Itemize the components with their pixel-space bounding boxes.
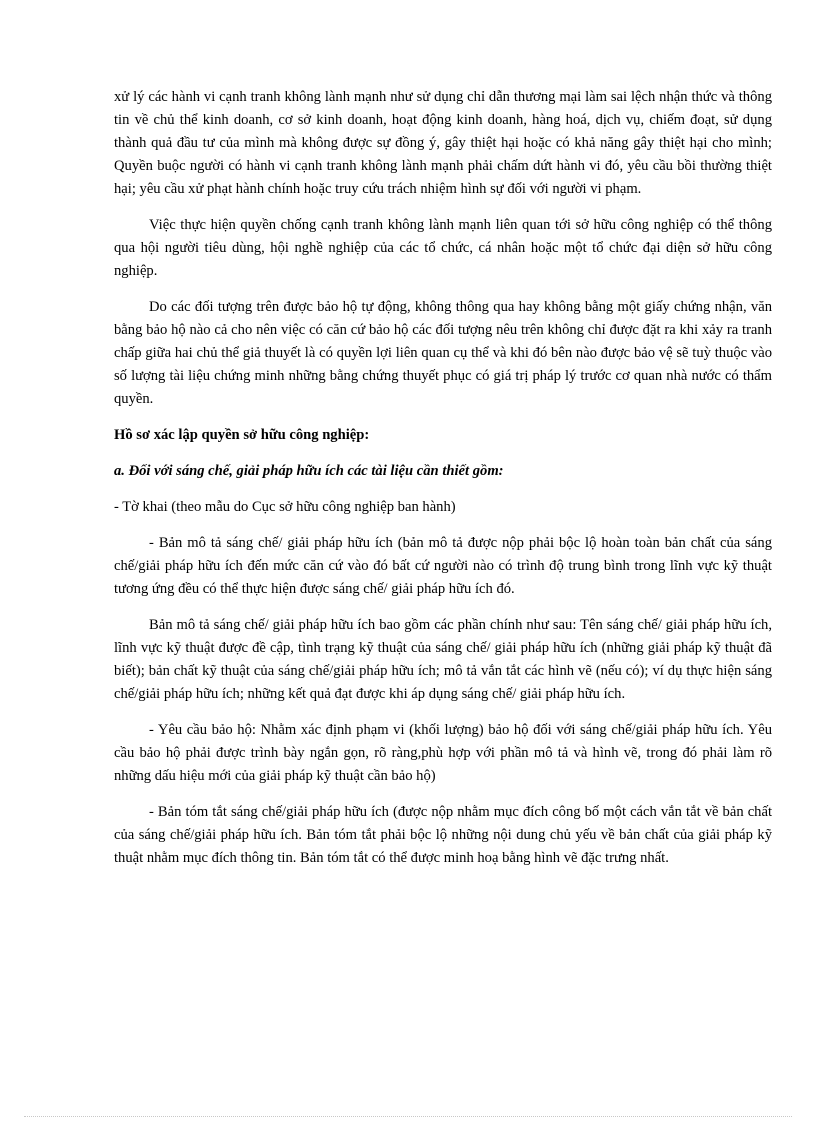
page-bottom-divider (24, 1116, 792, 1117)
paragraph-declaration-form: - Tờ khai (theo mẫu do Cục sở hữu công nghiệp ban hành) (114, 499, 456, 515)
paragraph-automatic-protection: Do các đối tượng trên được bảo hộ tự động, không thông qua hay không bằng một giấy chứng nhận, văn bằng bảo hộ nào cả cho nên việc có căn cứ bảo hộ các đối tượng nêu trên không chỉ được đặt ra khi xảy ra tranh chấp giữa hai chủ thể giả thuyết là có quyền lợi liên quan cụ thể và khi đó bên nào được bảo vệ sẽ tuỳ thuộc vào số lượng tài liệu chứng minh những bằng chứng thuyết phục có giá trị pháp lý trước cơ quan nhà nước có thẩm quyền. (114, 299, 772, 407)
paragraph-exercise-of-rights: Việc thực hiện quyền chống cạnh tranh không lành mạnh liên quan tới sở hữu công nghiệp có thể thông qua hội người tiêu dùng, hội nghề nghiệp của các tổ chức, cá nhân hoặc một tổ chức đại diện sở hữu công nghiệp. (114, 217, 772, 279)
paragraph-protection-claims: - Yêu cầu bảo hộ: Nhằm xác định phạm vi (khối lượng) bảo hộ đối với sáng chế/giải pháp hữu ích. Yêu cầu bảo hộ phải được trình bày ngắn gọn, rõ ràng,phù hợp với phần mô tả và hình vẽ, trong đó phải làm rõ những dấu hiệu mới của giải pháp kỹ thuật cần bảo hộ) (114, 722, 772, 784)
paragraph-description-parts: Bản mô tả sáng chế/ giải pháp hữu ích bao gồm các phần chính như sau: Tên sáng chế/ giải pháp hữu ích, lĩnh vực kỹ thuật được đề cập, tình trạng kỹ thuật của sáng chế/ giải pháp hữu ích (những giải pháp kỹ thuật đã biết); bản chất kỹ thuật của sáng chế/giải pháp hữu ích; mô tả vắn tắt các hình vẽ (nếu có); ví dụ thực hiện sáng chế/giải pháp hữu ích; những kết quả đạt được khi áp dụng sáng chế/ giải pháp hữu ích. (114, 617, 772, 702)
section-heading-dossier: Hồ sơ xác lập quyền sở hữu công nghiệp: (114, 427, 370, 443)
paragraph-unfair-competition-rights: xử lý các hành vi cạnh tranh không lành mạnh như sử dụng chỉ dẫn thương mại làm sai lệch nhận thức và thông tin về chủ thể kinh doanh, cơ sở kinh doanh, hoạt động kinh doanh, hàng hoá, dịch vụ, chiếm đoạt, sử dụng thành quả đầu tư của mình mà không được sự đồng ý, gây thiệt hại hoặc có khả năng gây thiệt hại cho mình; Quyền buộc người có hành vi cạnh tranh không lành mạnh phải chấm dứt hành vi đó, yêu cầu bồi thường thiệt hại; yêu cầu xử phạt hành chính hoặc truy cứu trách nhiệm hình sự đối với người vi phạm. (114, 89, 772, 197)
paragraph-abstract: - Bản tóm tắt sáng chế/giải pháp hữu ích (được nộp nhằm mục đích công bố một cách vắn tắt về bản chất của sáng chế/giải pháp hữu ích. Bản tóm tắt phải bộc lộ những nội dung chủ yếu về bản chất của giải pháp kỹ thuật nhằm mục đích thông tin. Bản tóm tắt có thể được minh hoạ bằng hình vẽ đặc trưng nhất. (114, 804, 772, 866)
document-page (114, 86, 772, 870)
subsection-heading-invention: a. Đối với sáng chế, giải pháp hữu ích các tài liệu cần thiết gồm: (114, 463, 504, 479)
paragraph-description: - Bản mô tả sáng chế/ giải pháp hữu ích (bản mô tả được nộp phải bộc lộ hoàn toàn bản chất của sáng chế/giải pháp hữu ích đến mức căn cứ vào đó bất cứ người nào có trình độ trung bình trong lĩnh vực kỹ thuật tương ứng đều có thể thực hiện được sáng chế/ giải pháp hữu ích đó. (114, 535, 772, 597)
